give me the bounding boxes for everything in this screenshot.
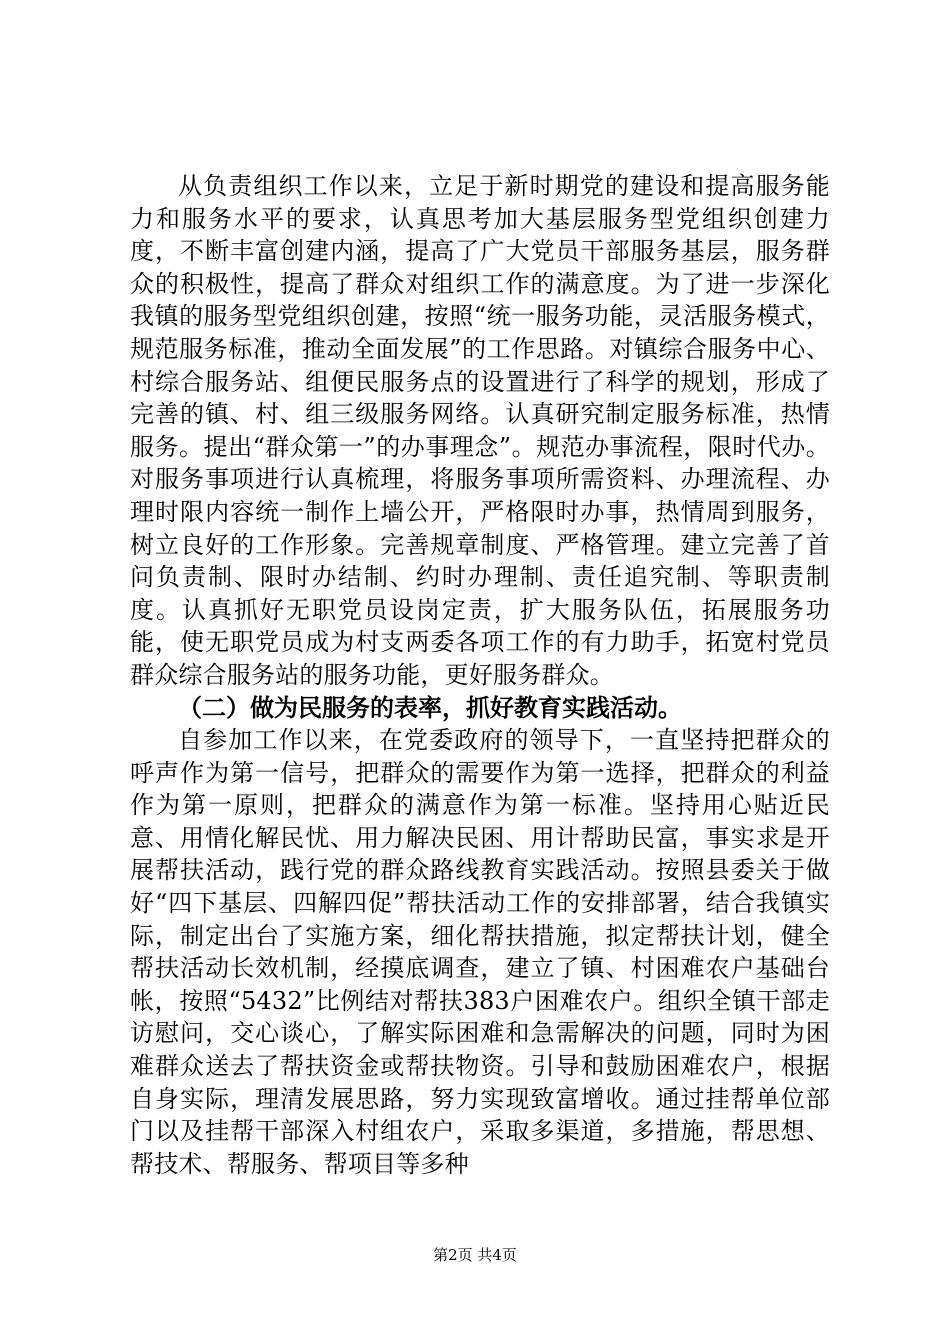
document-body	[130, 170, 830, 1180]
body-paragraph-1: 从负责组织工作以来，立足于新时期党的建设和提高服务能力和服务水平的要求，认真思考加大基层服务型党组织创建力度，不断丰富创建内涵，提高了广大党员干部服务基层，服务群众的积极性，提高了群众对组织工作的满意度。为了进一步深化我镇的服务型党组织创建，按照“统一服务功能，灵活服务模式，规范服务标准，推动全面发展”的工作思路。对镇综合服务中心、村综合服务站、组便民服务点的设置进行了科学的规划，形成了完善的镇、村、组三级服务网络。认真研究制定服务标准，热情服务。提出“群众第一”的办事理念”。规范办事流程，限时代办。对服务事项进行认真梳理，将服务事项所需资料、办理流程、办理时限内容统一制作上墙公开，严格限时办事，热情周到服务，树立良好的工作形象。完善规章制度、严格管理。建立完善了首问负责制、限时办结制、约时办理制、责任追究制、等职责制度。认真抓好无职党员设岗定责，扩大服务队伍，拓展服务功能，使无职党员成为村支两委各项工作的有力助手，拓宽村党员群众综合服务站的服务功能，更好服务群众。	[130, 172, 830, 689]
body-paragraph-2: 自参加工作以来，在党委政府的领导下，一直坚持把群众的呼声作为第一信号，把群众的需要作为第一选择，把群众的利益作为第一原则，把群众的满意作为第一标准。坚持用心贴近民意、用情化解民忧、用力解决民困、用计帮助民富，事实求是开展帮扶活动，践行党的群众路线教育实践活动。按照县委关于做好“四下基层、四解四促”帮扶活动工作的安排部署，结合我镇实际，制定出台了实施方案，细化帮扶措施，拟定帮扶计划，健全帮扶活动长效机制，经摸底调查，建立了镇、村困难农户基础台帐，按照“5432”比例结对帮扶383户困难农户。组织全镇干部走访慰问，交心谈心，了解实际困难和急需解决的问题，同时为困难群众送去了帮扶资金或帮扶物资。引导和鼓励困难农户，根据自身实际，理清发展思路，努力实现致富增收。通过挂帮单位部门以及挂帮干部深入村组农户，采取多渠道，多措施，帮思想、帮技术、帮服务、帮项目等多种	[130, 726, 830, 1178]
page-footer: 第2页 共4页	[433, 1246, 517, 1264]
section-heading-2: （二）做为民服务的表率，抓好教育实践活动。	[178, 693, 682, 722]
